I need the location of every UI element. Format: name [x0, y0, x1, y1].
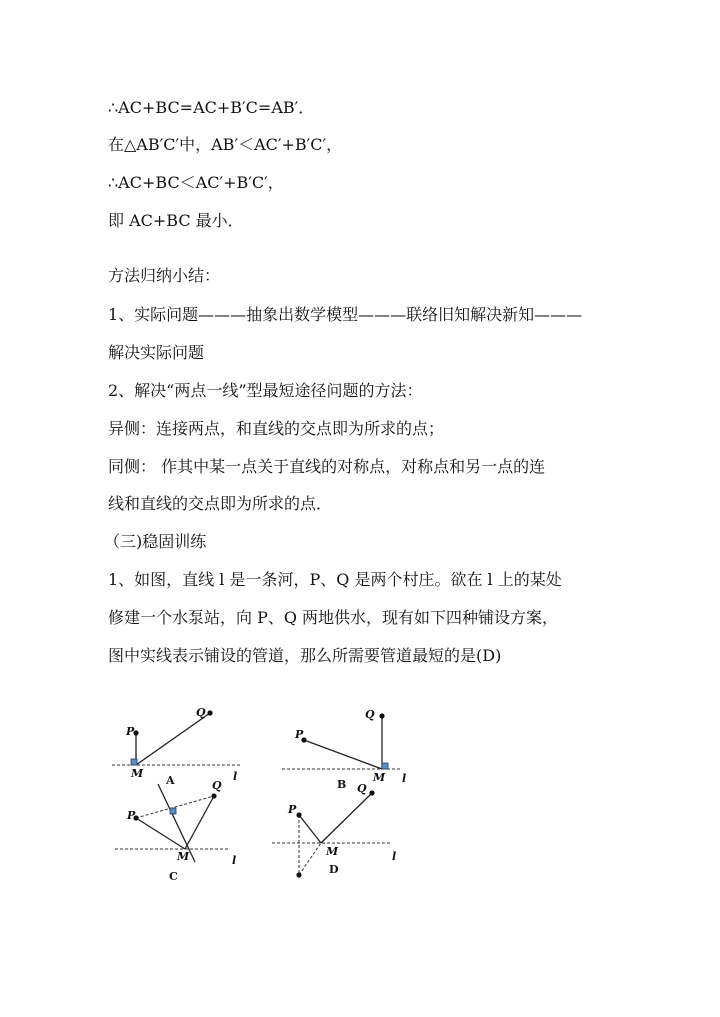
pipe-pm: [136, 818, 185, 849]
proof-line-2: 在△AB′C′中，AB′＜AC′+B′C′，: [108, 135, 343, 154]
summary-item-2: 2、解决“两点一线”型最短途径问题的方法：: [108, 381, 423, 400]
label-p: P: [127, 809, 136, 822]
figure-b: [282, 708, 406, 791]
caption-b: B: [337, 778, 347, 791]
summary-item-1a: 1、实际问题———抽象出数学模型———联络旧知解决新知———: [108, 305, 583, 324]
pipeline-diagrams: [0, 690, 720, 910]
label-l: l: [232, 854, 237, 867]
point-q: [207, 710, 212, 715]
figure-a: [112, 706, 240, 783]
summary-item-1b: 解决实际问题: [108, 343, 205, 362]
proof-line-1: ∴AC+BC=AC+B′C=AB′．: [108, 98, 315, 117]
right-angle-mark: [382, 763, 388, 769]
pipe-qm: [136, 713, 210, 765]
point-q: [379, 713, 384, 718]
summary-item-2-same-a: 同侧： 作其中某一点关于直线的对称点，对称点和另一点的连: [108, 457, 546, 476]
label-q: Q: [357, 782, 367, 795]
label-p: P: [126, 725, 135, 738]
figure-d: [272, 782, 396, 878]
proof-line-4: 即 AC+BC 最小．: [108, 211, 244, 230]
label-m: M: [326, 845, 339, 858]
pipe-qm: [321, 793, 372, 843]
right-angle-mark: [131, 759, 137, 765]
label-m: M: [177, 850, 190, 863]
label-l: l: [392, 850, 397, 863]
label-q: Q: [365, 708, 375, 721]
question-1-line-a: 1、如图，直线 l 是一条河，P、Q 是两个村庄。欲在 l 上的某处: [108, 570, 562, 589]
caption-c: C: [169, 870, 178, 883]
summary-item-2-diff: 异侧：连接两点，和直线的交点即为所求的点；: [108, 419, 445, 438]
pipe-pm: [304, 740, 382, 769]
figure-c: [115, 774, 236, 883]
label-q: Q: [212, 779, 222, 792]
question-1-line-c: 图中实线表示铺设的管道，那么所需要管道最短的是(D): [108, 646, 502, 665]
right-angle-mark: [170, 808, 176, 814]
summary-heading: 方法归纳小结：: [108, 266, 221, 285]
label-m: M: [131, 767, 144, 780]
pipe-pm: [299, 815, 321, 843]
point-q: [369, 790, 374, 795]
pipe-qm: [185, 796, 214, 849]
label-l: l: [402, 772, 407, 785]
caption-d: D: [329, 863, 339, 876]
segment-pq-dashed: [136, 796, 214, 818]
question-1-line-b: 修建一个水泵站，向 P、Q 两地供水，现有如下四种铺设方案，: [108, 608, 559, 627]
point-p-reflected: [296, 872, 301, 877]
proof-line-3: ∴AC+BC＜AC′+B′C′，: [108, 173, 284, 192]
label-l: l: [233, 770, 238, 783]
summary-item-2-same-b: 线和直线的交点即为所求的点．: [108, 494, 333, 513]
point-p: [296, 812, 301, 817]
practice-heading: （三)稳固训练: [104, 532, 207, 551]
label-a: A: [166, 774, 175, 787]
reflected-path-dashed: [299, 843, 321, 875]
label-p: P: [295, 728, 304, 741]
label-p: P: [288, 803, 297, 816]
label-q: Q: [196, 706, 206, 719]
label-m: M: [373, 771, 386, 784]
point-q: [211, 793, 216, 798]
